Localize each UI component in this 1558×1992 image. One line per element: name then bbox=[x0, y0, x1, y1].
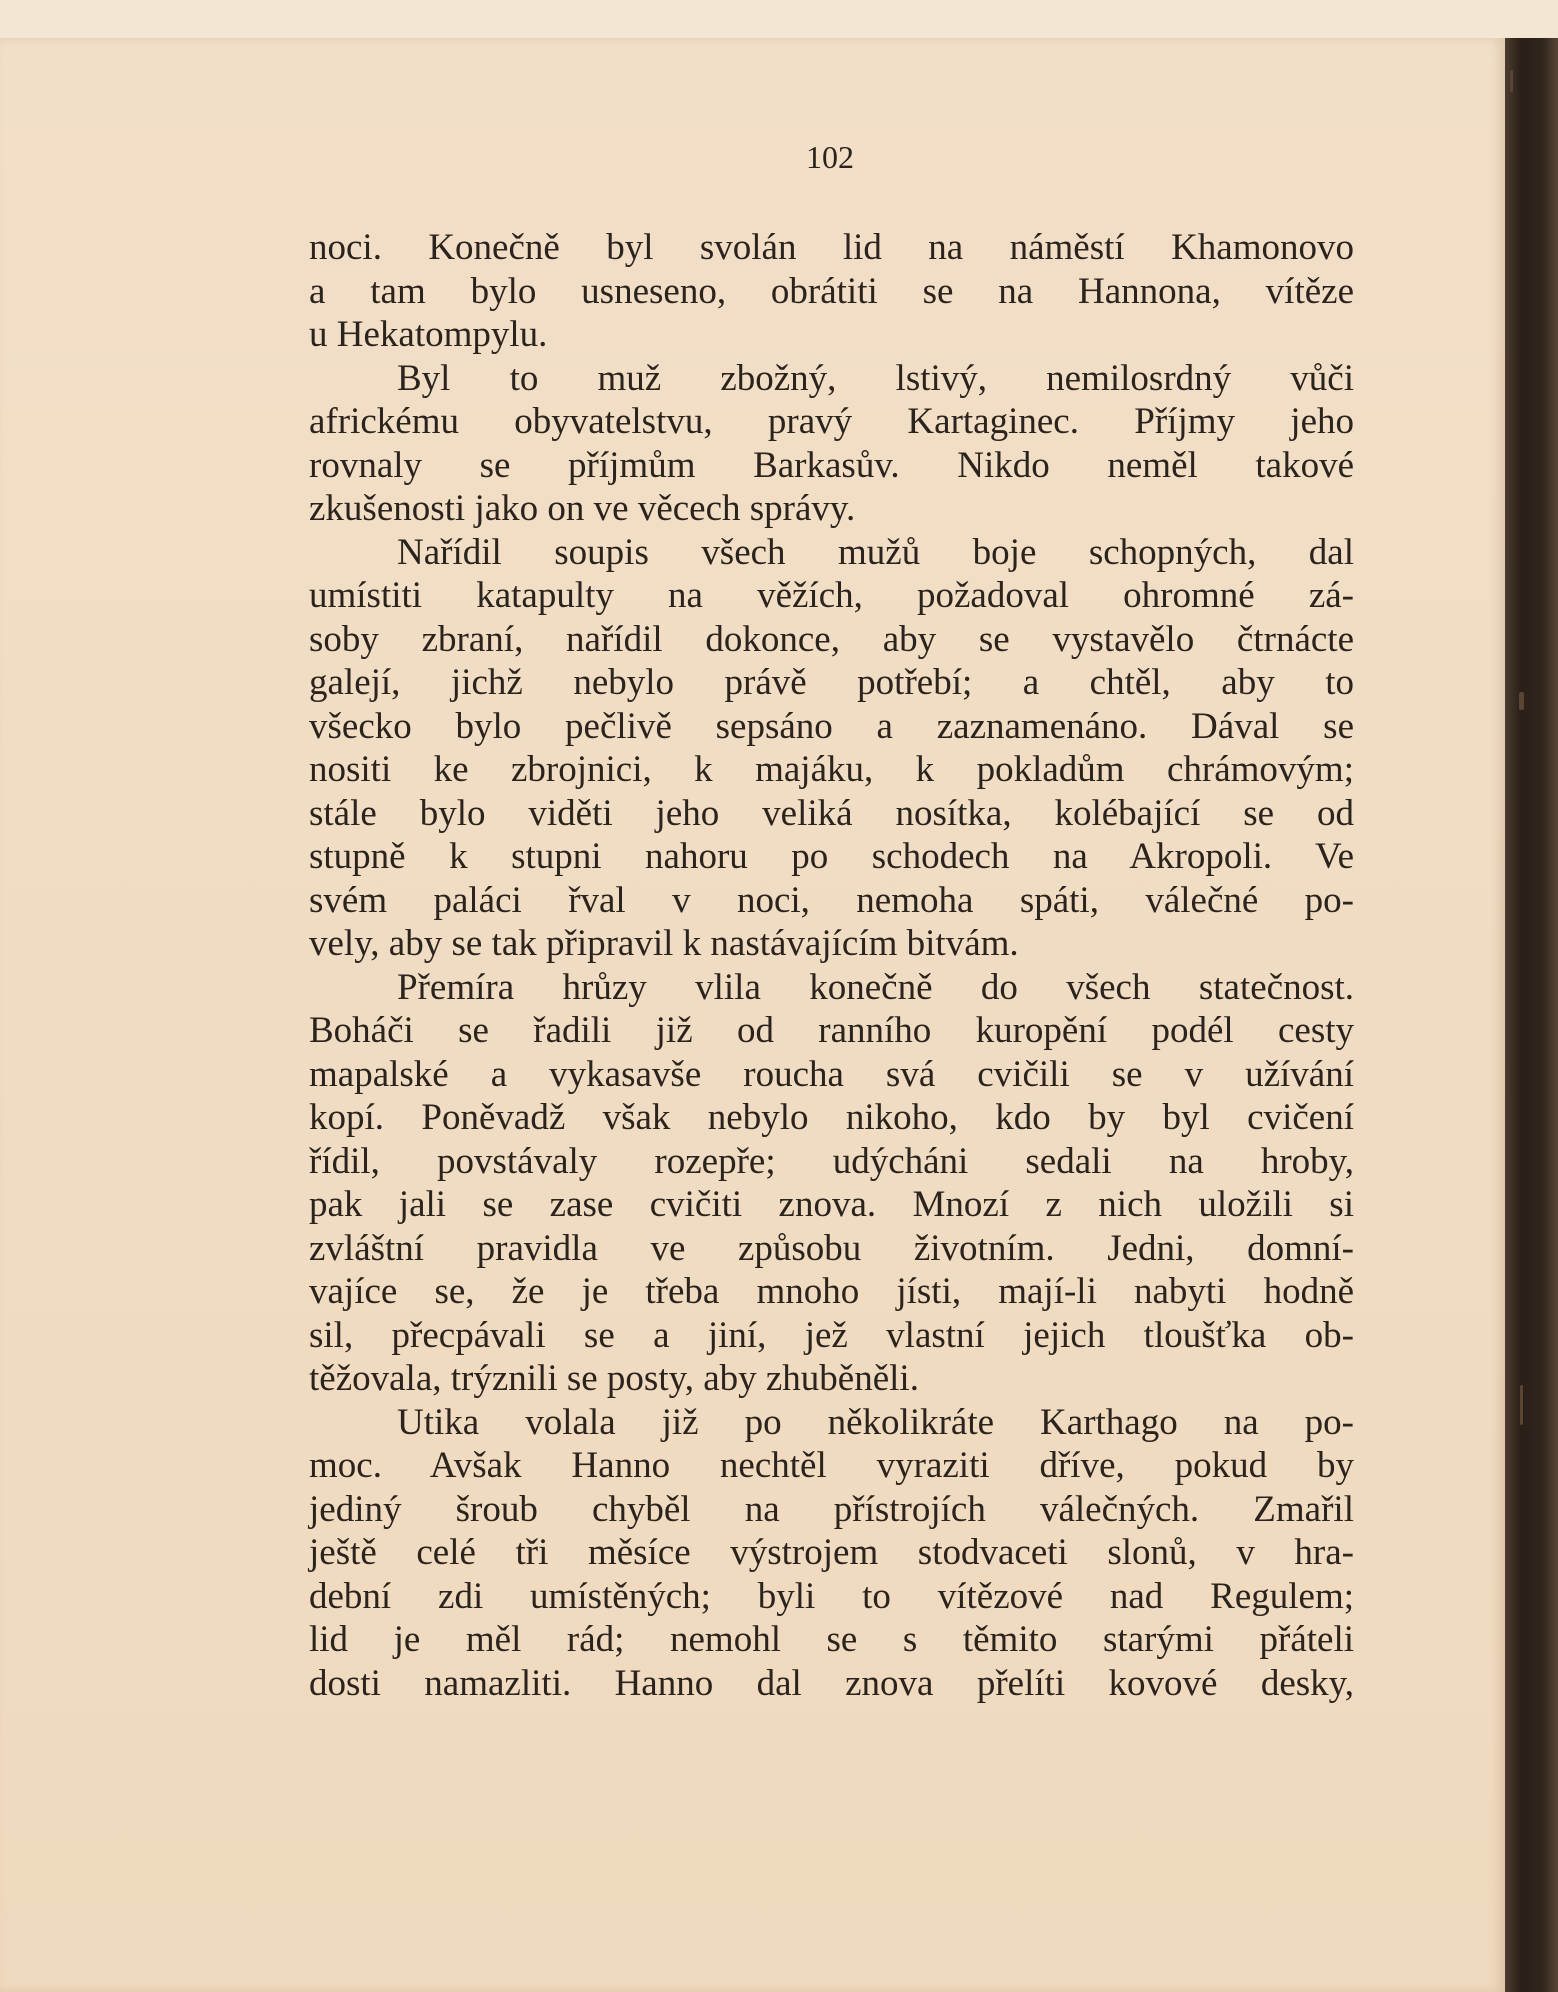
text-line: vajíce se, že je třeba mnoho jísti, mají-li nabyti hodně bbox=[309, 1271, 1354, 1312]
text-line: umístiti katapulty na věžích, požadoval ohromné zá- bbox=[309, 575, 1354, 616]
page-number: 102 bbox=[806, 139, 854, 175]
text-line: galejí, jichž nebylo právě potřebí; a chtěl, aby to bbox=[309, 662, 1354, 703]
text-line: noci. Konečně byl svolán lid na náměstí Khamonovo bbox=[309, 227, 1354, 268]
text-line: rovnaly se příjmům Barkasův. Nikdo neměl takové bbox=[309, 444, 1354, 486]
text-line: a tam bylo usneseno, obrátiti se na Hannona, vítěze bbox=[309, 270, 1354, 312]
text-line: africkému obyvatelstvu, pravý Kartaginec. Příjmy jeho bbox=[309, 401, 1354, 442]
text-line: stále bylo viděti jeho veliká nosítka, kolébající se od bbox=[309, 792, 1354, 834]
text-line: moc. Avšak Hanno nechtěl vyraziti dříve, pokud by bbox=[309, 1445, 1354, 1486]
text-line: zvláštní pravidla ve způsobu životním. Jedni, domní- bbox=[309, 1227, 1354, 1269]
text-line: vely, aby se tak připravil k nastávajícím bitvám. bbox=[309, 923, 1019, 964]
text-line: Utika volala již po několikráte Karthago na po- bbox=[397, 1401, 1354, 1443]
text-line: dební zdi umístěných; byli to vítězové nad Regulem; bbox=[309, 1575, 1354, 1617]
text-line: u Hekatompylu. bbox=[309, 314, 548, 355]
text-line: Boháči se řadili již od ranního kuropění podél cesty bbox=[309, 1010, 1354, 1051]
text-line: zkušenosti jako on ve věcech správy. bbox=[309, 488, 856, 529]
text-line: těžovala, trýznili se posty, aby zhuběněli. bbox=[309, 1358, 919, 1399]
text-line: mapalské a vykasavše roucha svá cvičili se v užívání bbox=[309, 1053, 1354, 1095]
ink-speck bbox=[1519, 692, 1524, 710]
text-line: dosti namazliti. Hanno dal znova přelíti kovové desky, bbox=[309, 1662, 1354, 1704]
text-line: stupně k stupni nahoru po schodech na Akropoli. Ve bbox=[309, 836, 1354, 877]
text-line: Přemíra hrůzy vlila konečně do všech statečnost. bbox=[397, 966, 1354, 1008]
text-line: všecko bylo pečlivě sepsáno a zaznamenáno. Dával se bbox=[309, 705, 1354, 747]
text-line: lid je měl rád; nemohl se s těmito starými přáteli bbox=[309, 1619, 1354, 1660]
text-line: sil, přecpávali se a jiní, jež vlastní jejich tloušťka ob- bbox=[309, 1314, 1354, 1356]
text-line: nositi ke zbrojnici, k majáku, k pokladům chrámovým; bbox=[309, 749, 1354, 790]
text-line: svém paláci řval v noci, nemoha spáti, válečné po- bbox=[309, 879, 1354, 921]
text-line: Nařídil soupis všech mužů boje schopných, dal bbox=[397, 531, 1354, 573]
book-spine-binding bbox=[1505, 38, 1558, 1992]
ink-speck bbox=[1520, 1385, 1523, 1425]
ink-speck bbox=[1510, 70, 1513, 92]
text-line: Byl to muž zbožný, lstivý, nemilosrdný vůči bbox=[397, 357, 1354, 399]
text-line: jediný šroub chyběl na přístrojích válečných. Zmařil bbox=[309, 1488, 1354, 1530]
text-line: řídil, povstávaly rozepře; udýcháni sedali na hroby, bbox=[309, 1140, 1354, 1182]
text-line: pak jali se zase cvičiti znova. Mnozí z nich uložili si bbox=[309, 1184, 1354, 1225]
body-text bbox=[309, 226, 1354, 1705]
text-line: soby zbraní, nařídil dokonce, aby se vystavělo čtrnácte bbox=[309, 618, 1354, 660]
text-line: ještě celé tři měsíce výstrojem stodvaceti slonů, v hra- bbox=[309, 1532, 1354, 1573]
text-line: kopí. Poněvadž však nebylo nikoho, kdo by byl cvičení bbox=[309, 1097, 1354, 1138]
